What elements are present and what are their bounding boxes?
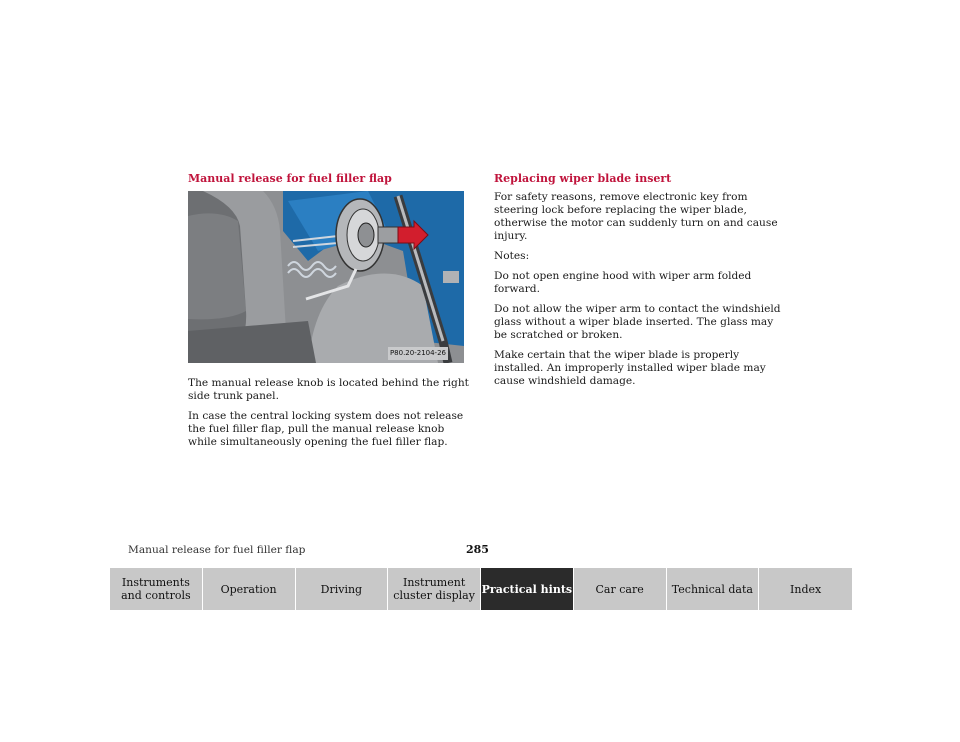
wiper-paragraph-4: Make certain that the wiper blade is properly installed. An improperly installed wiper blade may cause windshield damage. (494, 349, 766, 387)
section-heading-fuel-flap: Manual release for fuel filler flap (188, 172, 392, 185)
tab-driving[interactable]: Driving (296, 568, 389, 610)
wiper-paragraph-3: Do not allow the wiper arm to contact the windshield glass without a wiper blade inserted. The glass may be scratched or broken. (494, 303, 781, 341)
left-column (188, 172, 473, 456)
figure-reference-code: P80.20-2104-26 (388, 347, 448, 360)
tab-instrument-cluster-display[interactable]: Instrument cluster display (388, 568, 481, 610)
fuel-flap-paragraph-1: The manual release knob is located behind the right side trunk panel. (188, 377, 469, 402)
fuel-flap-release-illustration (188, 191, 464, 363)
section-heading-wiper-blade: Replacing wiper blade insert (494, 172, 672, 185)
chapter-nav-bar (110, 568, 852, 610)
trunk-panel-drawing (188, 191, 464, 363)
page-number: 285 (466, 543, 489, 556)
wiper-paragraph-2: Do not open engine hood with wiper arm folded forward. (494, 270, 752, 295)
tab-index[interactable]: Index (759, 568, 852, 610)
tab-operation[interactable]: Operation (203, 568, 296, 610)
footer-section-title: Manual release for fuel filler flap (128, 544, 306, 556)
fuel-flap-paragraph-2: In case the central locking system does not release the fuel filler flap, pull the manual release knob while simultaneously opening the fuel filler flap. (188, 410, 464, 448)
tab-car-care[interactable]: Car care (574, 568, 667, 610)
right-column (494, 172, 784, 395)
tab-technical-data[interactable]: Technical data (667, 568, 760, 610)
tab-practical-hints[interactable]: Practical hints (481, 568, 574, 610)
wiper-paragraph-1: For safety reasons, remove electronic key from steering lock before replacing the wiper blade, otherwise the motor can suddenly turn on and cause injury. (494, 191, 778, 242)
tab-instruments-and-controls[interactable]: Instruments and controls (110, 568, 203, 610)
wiper-notes-label: Notes: (494, 250, 530, 262)
